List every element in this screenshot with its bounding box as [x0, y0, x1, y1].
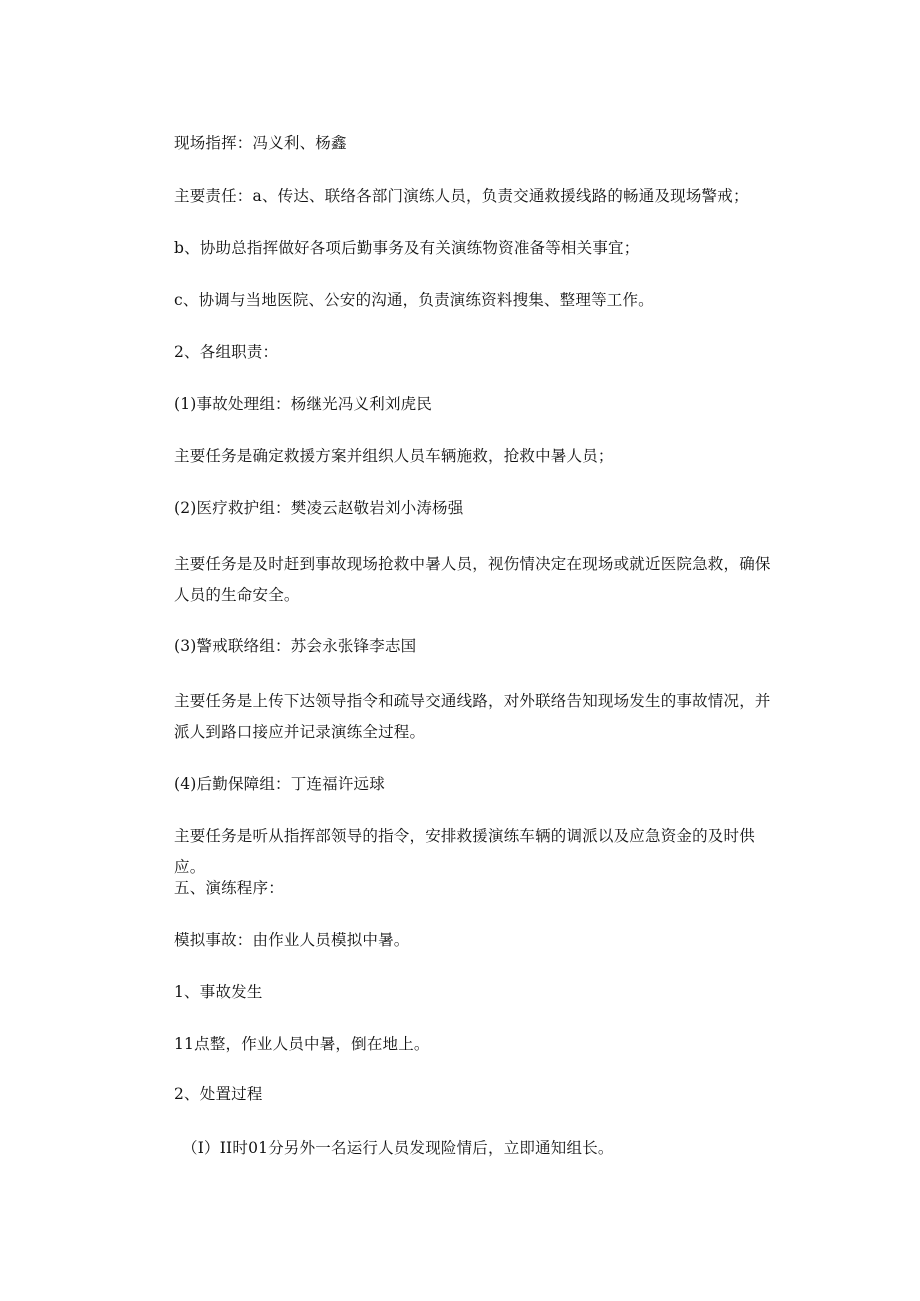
- heading-drill-procedure: 五、演练程序：: [174, 879, 284, 897]
- paragraph-responsibility-c: c、协调与当地医院、公安的沟通，负责演练资料搜集、整理等工作。: [174, 291, 654, 309]
- paragraph-logistics-task: 主要任务是听从指挥部领导的指令，安排救援演练车辆的调派以及应急资金的及时供应。: [174, 827, 755, 876]
- paragraph-medical-rescue-task: 主要任务是及时赶到事故现场抢救中暑人员，视伤情决定在现场或就近医院急救，确保人员的生命安全。: [174, 555, 771, 604]
- paragraph-responsibility-b: b、协助总指挥做好各项后勤事务及有关演练物资准备等相关事宜；: [174, 239, 640, 257]
- paragraph-alert-liaison-group: (3)警戒联络组：苏会永张锋李志国: [174, 637, 417, 655]
- paragraph-handling-step-1: （I）II时01分另外一名运行人员发现险情后，立即通知组长。: [182, 1139, 614, 1157]
- paragraph-main-responsibility-a: 主要责任：a、传达、联络各部门演练人员，负责交通救援线路的畅通及现场警戒；: [174, 187, 749, 205]
- paragraph-alert-liaison-task: 主要任务是上传下达领导指令和疏导交通线路，对外联络告知现场发生的事故情况，并派人到路口接应并记录演练全过程。: [174, 692, 771, 741]
- heading-accident-occurrence: 1、事故发生: [174, 983, 263, 1001]
- paragraph-site-commander: 现场指挥：冯义利、杨鑫: [174, 134, 347, 152]
- paragraph-medical-rescue-group: (2)医疗救护组：樊凌云赵敬岩刘小涛杨强: [174, 499, 464, 517]
- heading-handling-process: 2、处置过程: [174, 1085, 263, 1103]
- heading-group-duties: 2、各组职责：: [174, 343, 279, 361]
- paragraph-logistics-group: (4)后勤保障组：丁连福许远球: [174, 775, 385, 793]
- paragraph-accident-time: 11点整，作业人员中暑，倒在地上。: [174, 1035, 430, 1053]
- paragraph-accident-handling-task: 主要任务是确定救援方案并组织人员车辆施救，抢救中暑人员；: [174, 447, 614, 465]
- paragraph-simulated-accident: 模拟事故：由作业人员模拟中暑。: [174, 931, 410, 949]
- paragraph-accident-handling-group: (1)事故处理组：杨继光冯义利刘虎民: [174, 395, 433, 413]
